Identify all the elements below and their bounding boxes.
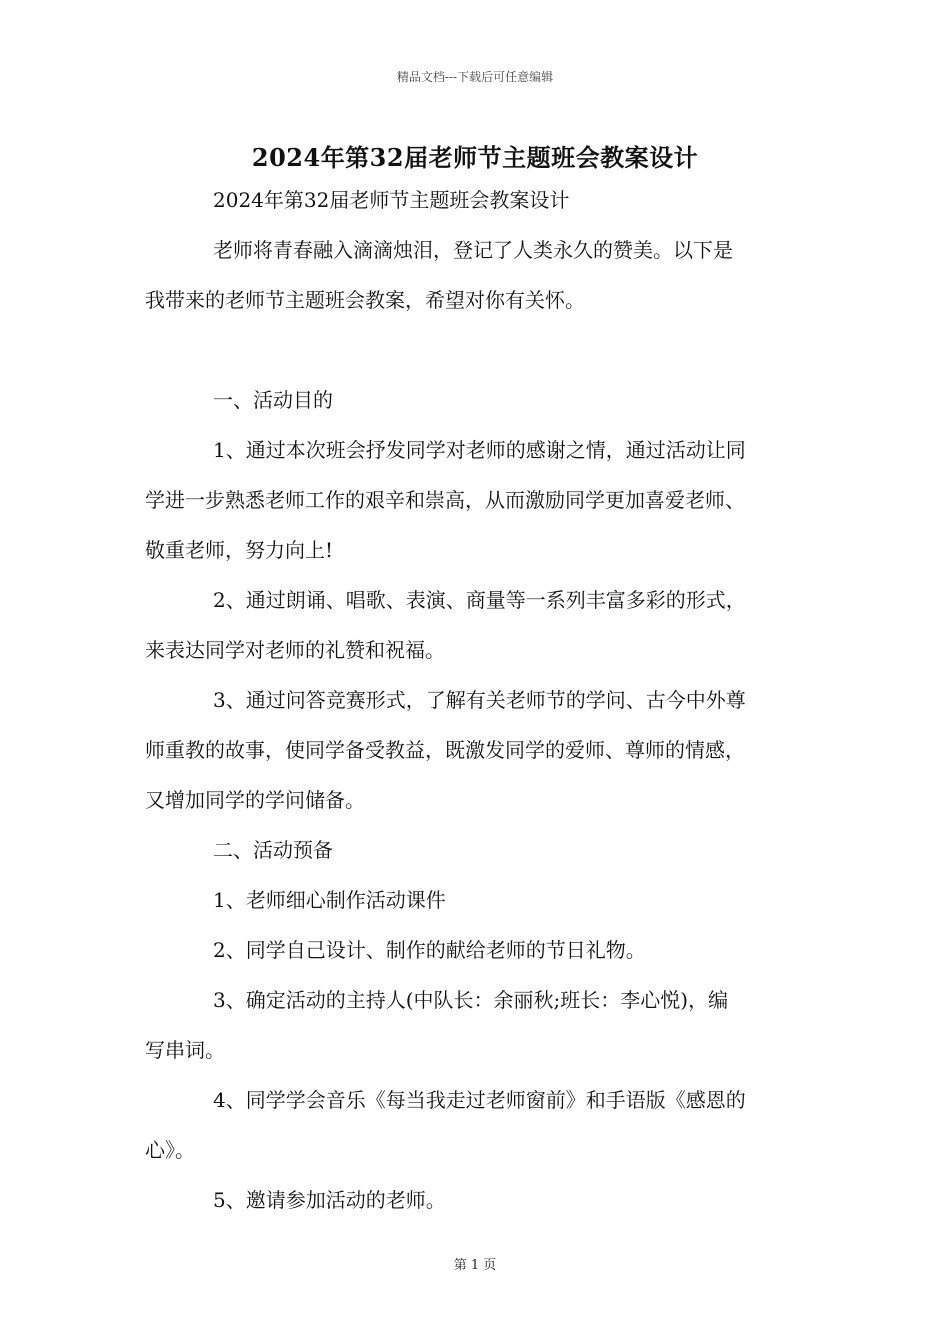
prep-line: 2、同学自己设计、制作的献给老师的节日礼物。 bbox=[213, 938, 646, 962]
goal-line: 又增加同学的学问储备。 bbox=[145, 788, 365, 812]
goal-line: 师重教的故事，使同学备受教益，既激发同学的爱师、尊师的情感， bbox=[145, 738, 745, 762]
prep-line: 3、确定活动的主持人(中队长：余丽秋;班长：李心悦)，编 bbox=[213, 988, 729, 1012]
goal-line: 敬重老师，努力向上! bbox=[145, 538, 334, 562]
page-number: 第 1 页 bbox=[453, 1258, 497, 1273]
goal-line: 3、通过问答竞赛形式，了解有关老师节的学问、古今中外尊 bbox=[213, 688, 746, 712]
goal-line: 2、通过朗诵、唱歌、表演、商量等一系列丰富多彩的形式， bbox=[213, 588, 746, 612]
prep-line: 5、邀请参加活动的老师。 bbox=[213, 1188, 446, 1212]
section-heading: 一、活动目的 bbox=[213, 388, 333, 412]
goal-line: 1、通过本次班会抒发同学对老师的感谢之情，通过活动让同 bbox=[213, 438, 746, 462]
subtitle-line: 2024年第32届老师节主题班会教案设计 bbox=[213, 188, 570, 212]
goal-line: 来表达同学对老师的礼赞和祝福。 bbox=[145, 638, 445, 662]
page-header: 精品文档---下载后可任意编辑 bbox=[396, 70, 554, 84]
goal-line: 学进一步熟悉老师工作的艰辛和崇高，从而激励同学更加喜爱老师、 bbox=[145, 488, 745, 512]
prep-line: 心》。 bbox=[145, 1138, 195, 1162]
section-heading: 二、活动预备 bbox=[213, 838, 333, 862]
document-title: 2024年第32届老师节主题班会教案设计 bbox=[251, 143, 699, 172]
prep-line: 写串词。 bbox=[145, 1038, 225, 1062]
intro-line: 我带来的老师节主题班会教案，希望对你有关怀。 bbox=[145, 288, 585, 312]
prep-line: 1、老师细心制作活动课件 bbox=[213, 888, 446, 912]
intro-line: 老师将青春融入滴滴烛泪，登记了人类永久的赞美。以下是 bbox=[213, 238, 733, 262]
prep-line: 4、同学学会音乐《每当我走过老师窗前》和手语版《感恩的 bbox=[213, 1088, 746, 1112]
